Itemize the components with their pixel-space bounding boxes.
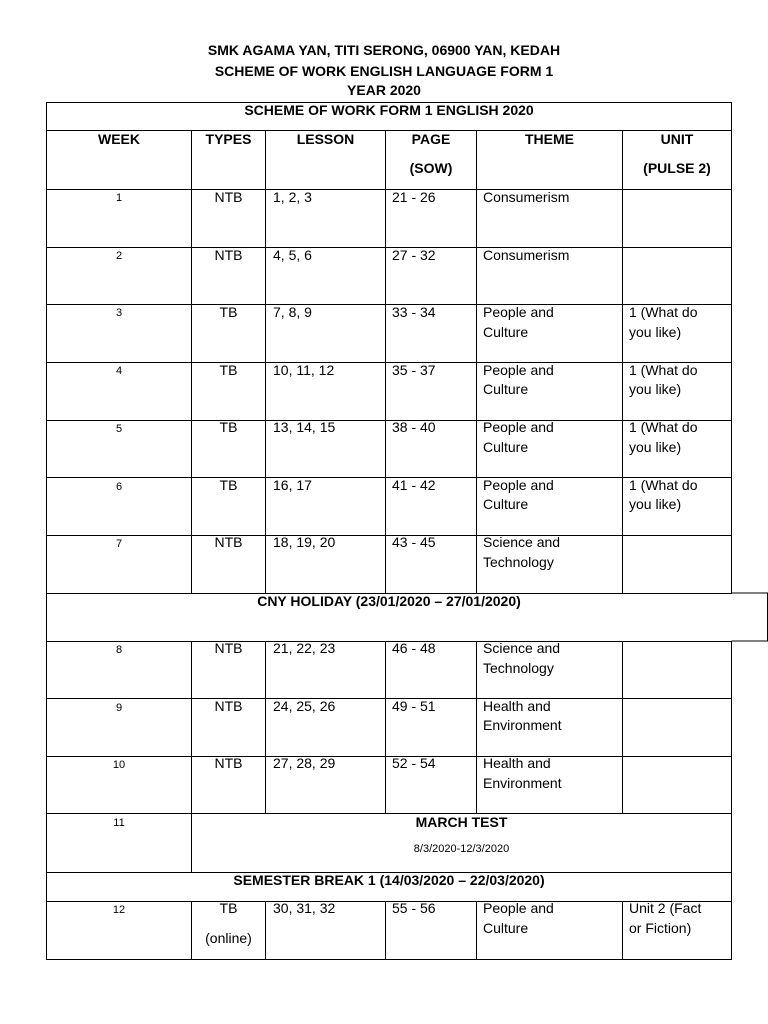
table-title: SCHEME OF WORK FORM 1 ENGLISH 2020 — [244, 102, 534, 118]
theme-cell-line2: Culture — [483, 920, 529, 936]
theme-cell: Health and — [483, 698, 551, 714]
page-cell: 27 - 32 — [392, 247, 436, 263]
header-lesson: LESSON — [296, 131, 355, 147]
page-cell: 43 - 45 — [392, 534, 436, 550]
unit-cell-line2: or Fiction) — [629, 920, 692, 936]
lesson-cell: 4, 5, 6 — [273, 247, 312, 263]
types-cell: NTB — [214, 640, 243, 656]
types-cell: TB — [219, 304, 238, 320]
types-cell: NTB — [214, 755, 243, 771]
header-types: TYPES — [205, 131, 252, 147]
types-cell: NTB — [214, 698, 243, 714]
theme-cell-line2: Technology — [483, 660, 554, 676]
semester-break-row: SEMESTER BREAK 1 (14/03/2020 – 22/03/2020) — [233, 872, 545, 888]
document-title-scheme: SCHEME OF WORK ENGLISH LANGUAGE FORM 1 — [214, 63, 554, 79]
page-cell: 38 - 40 — [392, 419, 436, 435]
week-number: 11 — [113, 817, 125, 829]
page-cell: 33 - 34 — [392, 304, 436, 320]
theme-cell-line2: Culture — [483, 496, 529, 512]
cny-holiday-row: CNY HOLIDAY (23/01/2020 – 27/01/2020) — [257, 593, 521, 609]
types-cell: NTB — [214, 189, 243, 205]
week-number: 9 — [115, 702, 123, 714]
lesson-cell: 16, 17 — [273, 477, 312, 493]
theme-cell-line2: Technology — [483, 554, 554, 570]
types-cell: NTB — [214, 534, 243, 550]
page-cell: 21 - 26 — [392, 189, 436, 205]
types-cell: TB — [219, 477, 238, 493]
lesson-cell: 10, 11, 12 — [273, 362, 335, 378]
theme-cell-line2: Culture — [483, 439, 529, 455]
document-title-year: YEAR 2020 — [347, 82, 421, 98]
lesson-cell: 24, 25, 26 — [273, 698, 336, 714]
page-cell: 46 - 48 — [392, 640, 436, 656]
unit-cell-line2: you like) — [629, 381, 682, 397]
unit-cell: 1 (What do — [629, 419, 698, 435]
types-cell: NTB — [214, 247, 243, 263]
theme-cell: Health and — [483, 755, 551, 771]
week-number: 3 — [115, 307, 123, 319]
lesson-cell: 18, 19, 20 — [273, 534, 336, 550]
header-week: WEEK — [98, 131, 140, 147]
types-cell: TB — [219, 900, 238, 916]
lesson-cell: 27, 28, 29 — [273, 755, 336, 771]
theme-cell: People and — [483, 900, 554, 916]
lesson-cell: 1, 2, 3 — [273, 189, 312, 205]
types-cell-line2: (online) — [205, 930, 252, 946]
header-unit: UNIT — [660, 131, 694, 147]
theme-cell: Science and — [483, 640, 561, 656]
week-number: 12 — [112, 904, 126, 916]
lesson-cell: 7, 8, 9 — [273, 304, 312, 320]
unit-cell-line2: you like) — [629, 324, 682, 340]
march-test-dates: 8/3/2020-12/3/2020 — [413, 843, 510, 855]
week-number: 7 — [115, 538, 123, 550]
theme-cell: People and — [483, 304, 554, 320]
theme-cell-line2: Culture — [483, 381, 529, 397]
lesson-cell: 21, 22, 23 — [273, 640, 336, 656]
theme-cell: People and — [483, 419, 554, 435]
page-cell: 35 - 37 — [392, 362, 436, 378]
theme-cell-line2: Environment — [483, 717, 562, 733]
march-test-title: MARCH TEST — [415, 814, 508, 830]
types-cell: TB — [219, 362, 238, 378]
unit-cell-line2: you like) — [629, 439, 682, 455]
unit-cell: 1 (What do — [629, 477, 698, 493]
header-page-sub: (SOW) — [409, 160, 453, 176]
week-number: 1 — [115, 192, 123, 204]
theme-cell: Science and — [483, 534, 561, 550]
week-number: 4 — [115, 365, 123, 377]
theme-cell: People and — [483, 477, 554, 493]
unit-cell: Unit 2 (Fact — [629, 900, 702, 916]
theme-cell: Consumerism — [483, 189, 570, 205]
unit-cell: 1 (What do — [629, 304, 698, 320]
theme-cell: People and — [483, 362, 554, 378]
types-cell: TB — [219, 419, 238, 435]
page-cell: 41 - 42 — [392, 477, 436, 493]
unit-cell-line2: you like) — [629, 496, 682, 512]
document-title-school: SMK AGAMA YAN, TITI SERONG, 06900 YAN, KEDAH — [207, 42, 561, 58]
header-page: PAGE — [411, 131, 451, 147]
page-cell: 55 - 56 — [392, 900, 436, 916]
week-number: 6 — [115, 481, 123, 493]
theme-cell: Consumerism — [483, 247, 570, 263]
page-cell: 49 - 51 — [392, 698, 436, 714]
theme-cell-line2: Culture — [483, 324, 529, 340]
header-theme: THEME — [525, 131, 574, 147]
week-number: 5 — [115, 423, 123, 435]
unit-cell: 1 (What do — [629, 362, 698, 378]
lesson-cell: 30, 31, 32 — [273, 900, 336, 916]
week-number: 10 — [112, 759, 126, 771]
page-cell: 52 - 54 — [392, 755, 436, 771]
week-number: 2 — [115, 250, 123, 262]
theme-cell-line2: Environment — [483, 775, 562, 791]
lesson-cell: 13, 14, 15 — [273, 419, 336, 435]
week-number: 8 — [115, 644, 123, 656]
header-unit-sub: (PULSE 2) — [643, 160, 711, 176]
